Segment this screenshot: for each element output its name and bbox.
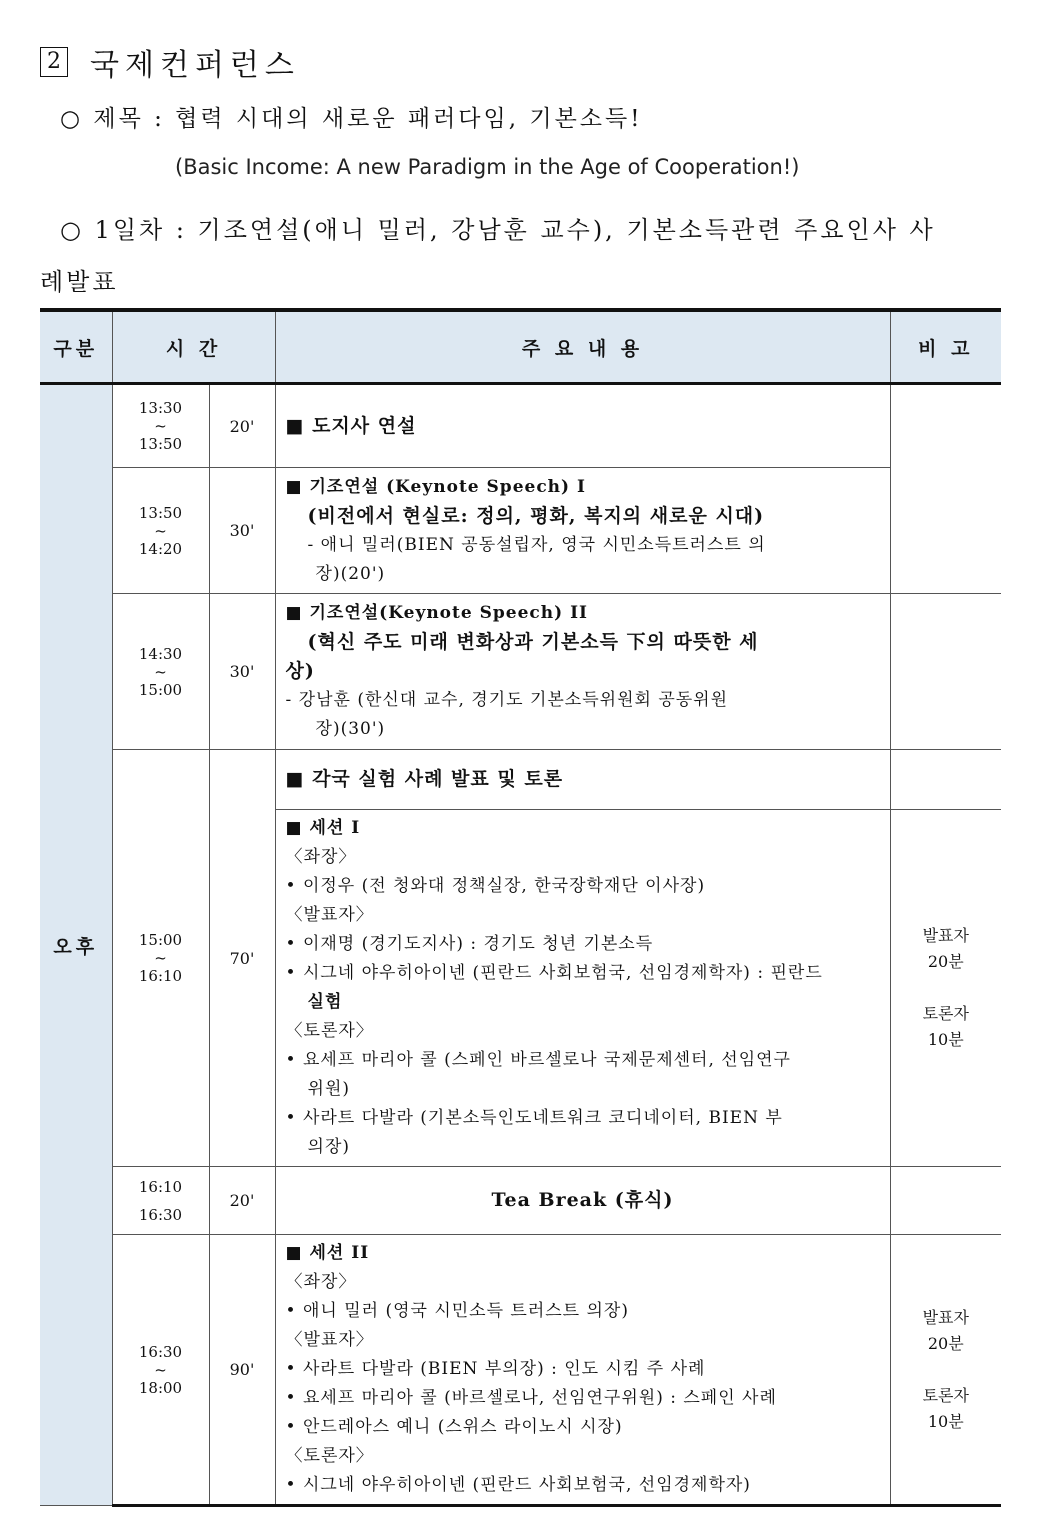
note-line: 10분 (927, 1030, 964, 1049)
content-line: - 애니 밀러(BIEN 공동설립자, 영국 시민소득트러스트 의 (307, 534, 766, 555)
content-line: • 요세프 마리아 콜 (스페인 바르셀로나 국제문제센터, 선임연구 (285, 1050, 791, 1070)
start-time: 13:30 (138, 399, 183, 417)
note-cell (890, 750, 1001, 810)
duration-cell: 90' (209, 1235, 275, 1506)
time-separator: ~ (154, 417, 167, 435)
table-row (40, 594, 1001, 750)
start-time: 13:50 (138, 503, 183, 522)
table-row (40, 750, 1001, 810)
content-line: • 애니 밀러 (영국 시민소득 트러스트 의장) (285, 1301, 629, 1321)
note-cell (890, 384, 1001, 594)
content-line: • 시그네 야우히아이넨 (핀란드 사회보험국, 선임경제학자) : 핀란드 (285, 963, 823, 983)
note-spacer (891, 975, 1002, 1001)
duration-cell: 70' (209, 750, 275, 1167)
time-separator: ~ (154, 662, 167, 681)
note-spacer (891, 1357, 1002, 1383)
header-time: 시 간 (112, 310, 275, 384)
content-line: • 이정우 (전 청와대 정책실장, 한국장학재단 이사장) (285, 876, 706, 896)
content-line: ■ 기조연설(Keynote Speech) II (285, 603, 588, 623)
end-time: 15:00 (138, 680, 183, 699)
period-cell: 오후 (40, 384, 112, 1506)
content-line: ■ 세션 II (285, 1243, 370, 1263)
table-row (40, 1167, 1001, 1235)
time-cell (112, 1167, 209, 1235)
note-line: 10분 (927, 1411, 964, 1431)
time-cell (112, 594, 209, 750)
time-cell (112, 1235, 209, 1506)
content-line: 위원) (307, 1079, 350, 1099)
section-number-box: 2 (40, 47, 68, 77)
note-cell (890, 1235, 1001, 1506)
schedule-table (40, 308, 1001, 1507)
time-separator (113, 1196, 209, 1206)
content-line: ■ 기조연설 (Keynote Speech) I (285, 476, 586, 497)
content-line: (비전에서 현실로: 정의, 평화, 복지의 새로운 시대) (307, 504, 765, 527)
header-gubun: 구분 (40, 310, 112, 384)
end-time: 13:50 (138, 435, 183, 453)
table-row (40, 468, 1001, 594)
content-line: - 강남훈 (한신대 교수, 경기도 기본소득위원회 공동위원 (285, 690, 729, 710)
day1-summary-line2: 례발표 (40, 268, 119, 296)
content-line: Tea Break (휴식) (491, 1189, 674, 1211)
duration-cell: 20' (209, 1167, 275, 1235)
content-line: 〈토론자〉 (285, 1446, 374, 1466)
content-line: 〈토론자〉 (285, 1021, 374, 1041)
content-cell (275, 468, 890, 594)
content-line: ■ 세션 I (285, 818, 361, 838)
time-separator: ~ (154, 949, 167, 967)
note-line: 토론자 (922, 1004, 969, 1023)
content-line: 〈좌장〉 (285, 847, 357, 867)
table-row (40, 1235, 1001, 1506)
end-time: 16:30 (138, 1205, 183, 1224)
table-header-row (40, 310, 1001, 384)
start-time: 16:30 (138, 1342, 183, 1361)
section-title: 국제컨퍼런스 (90, 48, 300, 83)
content-cell (275, 594, 890, 750)
table-row (40, 384, 1001, 468)
content-line: ■ 도지사 연설 (285, 414, 417, 437)
content-line: 실험 (307, 992, 343, 1012)
time-cell (112, 468, 209, 594)
content-line: (혁신 주도 미래 변화상과 기본소득 下의 따뜻한 세 (307, 631, 759, 653)
content-line: 장)(20') (315, 563, 386, 584)
content-line: ■ 각국 실험 사례 발표 및 토론 (285, 768, 564, 790)
end-time: 14:20 (138, 539, 183, 558)
end-time: 16:10 (138, 967, 183, 985)
note-line: 발표자 (922, 1307, 969, 1327)
content-line: • 시그네 야우히아이넨 (핀란드 사회보험국, 선임경제학자) (285, 1475, 751, 1495)
content-line: • 이재명 (경기도지사) : 경기도 청년 기본소득 (285, 934, 654, 954)
day1-summary-line1: ○ 1일차 : 기조연설(애니 밀러, 강남훈 교수), 기본소득관련 주요인사 사 (60, 216, 936, 244)
content-line: 〈좌장〉 (285, 1272, 357, 1292)
duration-cell: 20' (209, 384, 275, 468)
end-time: 18:00 (138, 1378, 183, 1397)
content-line: 의장) (307, 1137, 350, 1157)
note-line: 토론자 (922, 1385, 969, 1405)
note-line: 20분 (927, 952, 964, 971)
content-line: 장)(30') (315, 719, 386, 739)
note-line: 20분 (927, 1333, 964, 1353)
note-cell (890, 810, 1001, 1167)
content-line: 〈발표자〉 (285, 905, 374, 925)
content-cell (275, 810, 890, 1167)
content-line: • 사라트 다발라 (BIEN 부의장) : 인도 시킴 주 사례 (285, 1359, 706, 1379)
duration-cell: 30' (209, 468, 275, 594)
content-cell (275, 1167, 890, 1235)
header-note: 비 고 (890, 310, 1001, 384)
content-line: 〈발표자〉 (285, 1330, 374, 1350)
time-separator: ~ (154, 1360, 167, 1379)
conference-title: ○ 제목 : 협력 시대의 새로운 패러다임, 기본소득! (60, 106, 643, 132)
content-line: 상) (285, 660, 315, 682)
conference-title-english: (Basic Income: A new Paradigm in the Age of Cooperation!) (175, 155, 800, 179)
header-content: 주 요 내 용 (275, 310, 890, 384)
section-heading (40, 40, 300, 84)
time-cell (112, 750, 209, 1167)
content-cell (275, 1235, 890, 1506)
content-line: • 안드레아스 예니 (스위스 라이노시 시장) (285, 1417, 623, 1437)
content-line: • 사라트 다발라 (기본소득인도네트워크 코디네이터, BIEN 부 (285, 1108, 783, 1128)
note-cell (890, 1167, 1001, 1235)
note-line: 발표자 (922, 926, 969, 945)
start-time: 14:30 (138, 644, 183, 663)
time-cell (112, 384, 209, 468)
content-cell (275, 384, 890, 468)
start-time: 16:10 (138, 1177, 183, 1196)
duration-cell: 30' (209, 594, 275, 750)
content-line: • 요세프 마리아 콜 (바르셀로나, 선임연구위원) : 스페인 사례 (285, 1388, 777, 1408)
start-time: 15:00 (138, 931, 183, 949)
time-separator: ~ (154, 521, 167, 540)
content-cell (275, 750, 890, 810)
note-cell (890, 594, 1001, 750)
